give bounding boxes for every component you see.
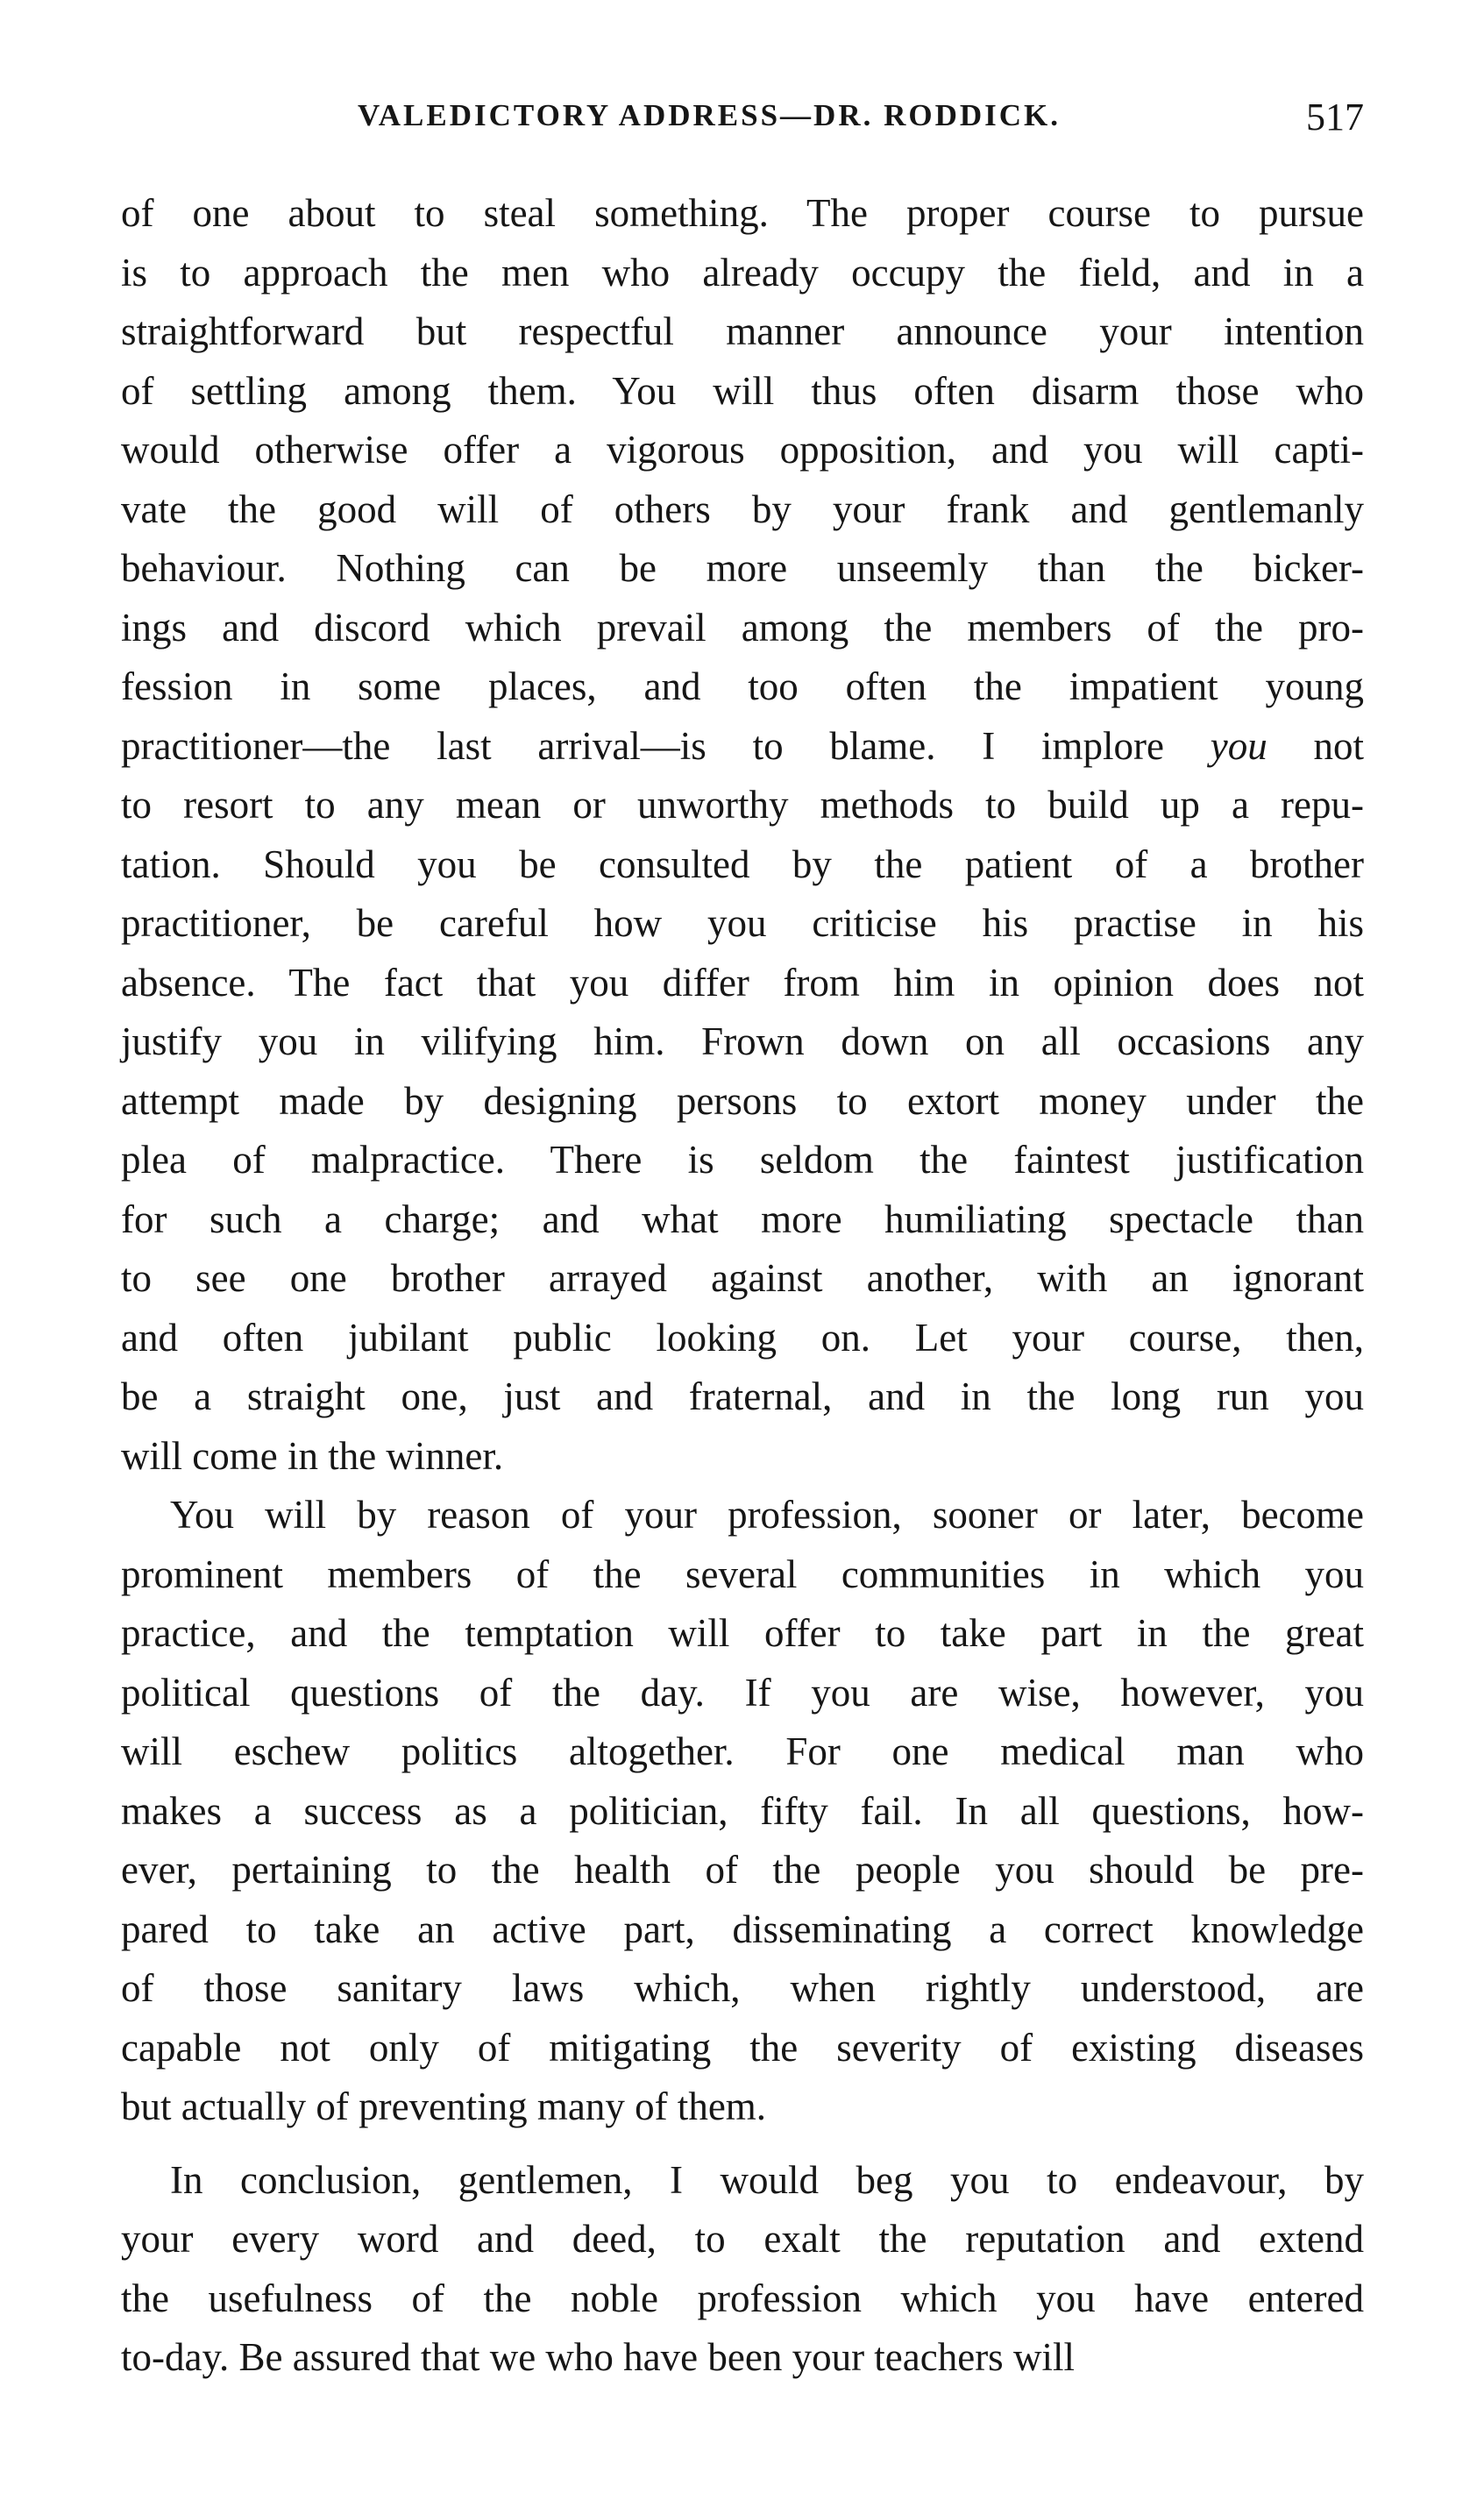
text-line: practitioner, be careful how you criticise his practise in his (121, 901, 1364, 945)
body-text (121, 184, 1364, 2388)
text-line: makes a success as a politician, fifty fail. In all questions, how- (121, 1788, 1364, 1833)
text-line: ever, pertaining to the health of the people you should be pre- (121, 1848, 1364, 1892)
text-line: political questions of the day. If you are wise, however, you (121, 1670, 1364, 1715)
text-line: of settling among them. You will thus often disarm those who (121, 368, 1364, 413)
text-line: absence. The fact that you differ from him in opinion does not (121, 960, 1364, 1005)
text-line: pared to take an active part, disseminating a correct knowledge (121, 1907, 1364, 1951)
text-line: justify you in vilifying him. Frown down on all occasions any (121, 1019, 1364, 1063)
text-line: be a straight one, just and fraternal, and in the long run you (121, 1374, 1364, 1418)
text-line: is to approach the men who already occupy the field, and in a (121, 250, 1364, 295)
text-line: plea of malpractice. There is seldom the faintest justification (121, 1138, 1364, 1182)
paragraph (121, 1486, 1364, 2137)
text-line: the usefulness of the noble profession which you have entered (121, 2276, 1364, 2320)
text-line: tation. Should you be consulted by the patient of a brother (121, 842, 1364, 886)
text-line: will eschew politics altogether. For one medical man who (121, 1729, 1364, 1773)
text-line: and often jubilant public looking on. Let your course, then, (121, 1315, 1364, 1360)
emphasis: you (1210, 723, 1267, 768)
paragraph-gap (121, 2137, 1364, 2151)
text-line: attempt made by designing persons to extort money under the (121, 1078, 1364, 1123)
text-line: behaviour. Nothing can be more unseemly than the bicker- (121, 546, 1364, 590)
text-line: In conclusion, gentlemen, I would beg you to endeavour, by (170, 2157, 1364, 2202)
paragraph (121, 2151, 1364, 2388)
text-line: to see one brother arrayed against another, with an ignorant (121, 1256, 1364, 1300)
text-line: practitioner—the last arrival—is to blame. I implore you not (121, 723, 1364, 768)
text-line: for such a charge; and what more humiliating spectacle than (121, 1197, 1364, 1241)
text-line: capable not only of mitigating the severity of existing diseases (121, 2025, 1364, 2070)
text-line: straightforward but respectful manner announce your intention (121, 309, 1364, 353)
text-line: vate the good will of others by your frank and gentlemanly (121, 486, 1364, 531)
paragraph (121, 184, 1364, 1486)
text-line: fession in some places, and too often the impatient young (121, 664, 1364, 708)
text-line: to-day. Be assured that we who have been your teachers will (121, 2335, 1075, 2379)
text-line: practice, and the temptation will offer to take part in the great (121, 1611, 1364, 1655)
text-line: but actually of preventing many of them. (121, 2084, 767, 2128)
running-header (121, 95, 1364, 147)
text-line: of one about to steal something. The proper course to pursue (121, 191, 1364, 235)
text-line: to resort to any mean or unworthy methods to build up a repu- (121, 783, 1364, 827)
text-line: will come in the winner. (121, 1433, 504, 1478)
page-number: 517 (1306, 96, 1364, 138)
text-line: You will by reason of your profession, sooner or later, become (170, 1493, 1364, 1537)
text-line: prominent members of the several communities in which you (121, 1552, 1364, 1596)
running-title: VALEDICTORY ADDRESS—DR. RODDICK. (358, 98, 1062, 132)
text-line: would otherwise offer a vigorous opposition, and you will capti- (121, 428, 1364, 472)
text-line: ings and discord which prevail among the members of the pro- (121, 605, 1364, 650)
text-line: of those sanitary laws which, when rightly understood, are (121, 1966, 1364, 2010)
text-line: your every word and deed, to exalt the reputation and extend (121, 2217, 1364, 2261)
